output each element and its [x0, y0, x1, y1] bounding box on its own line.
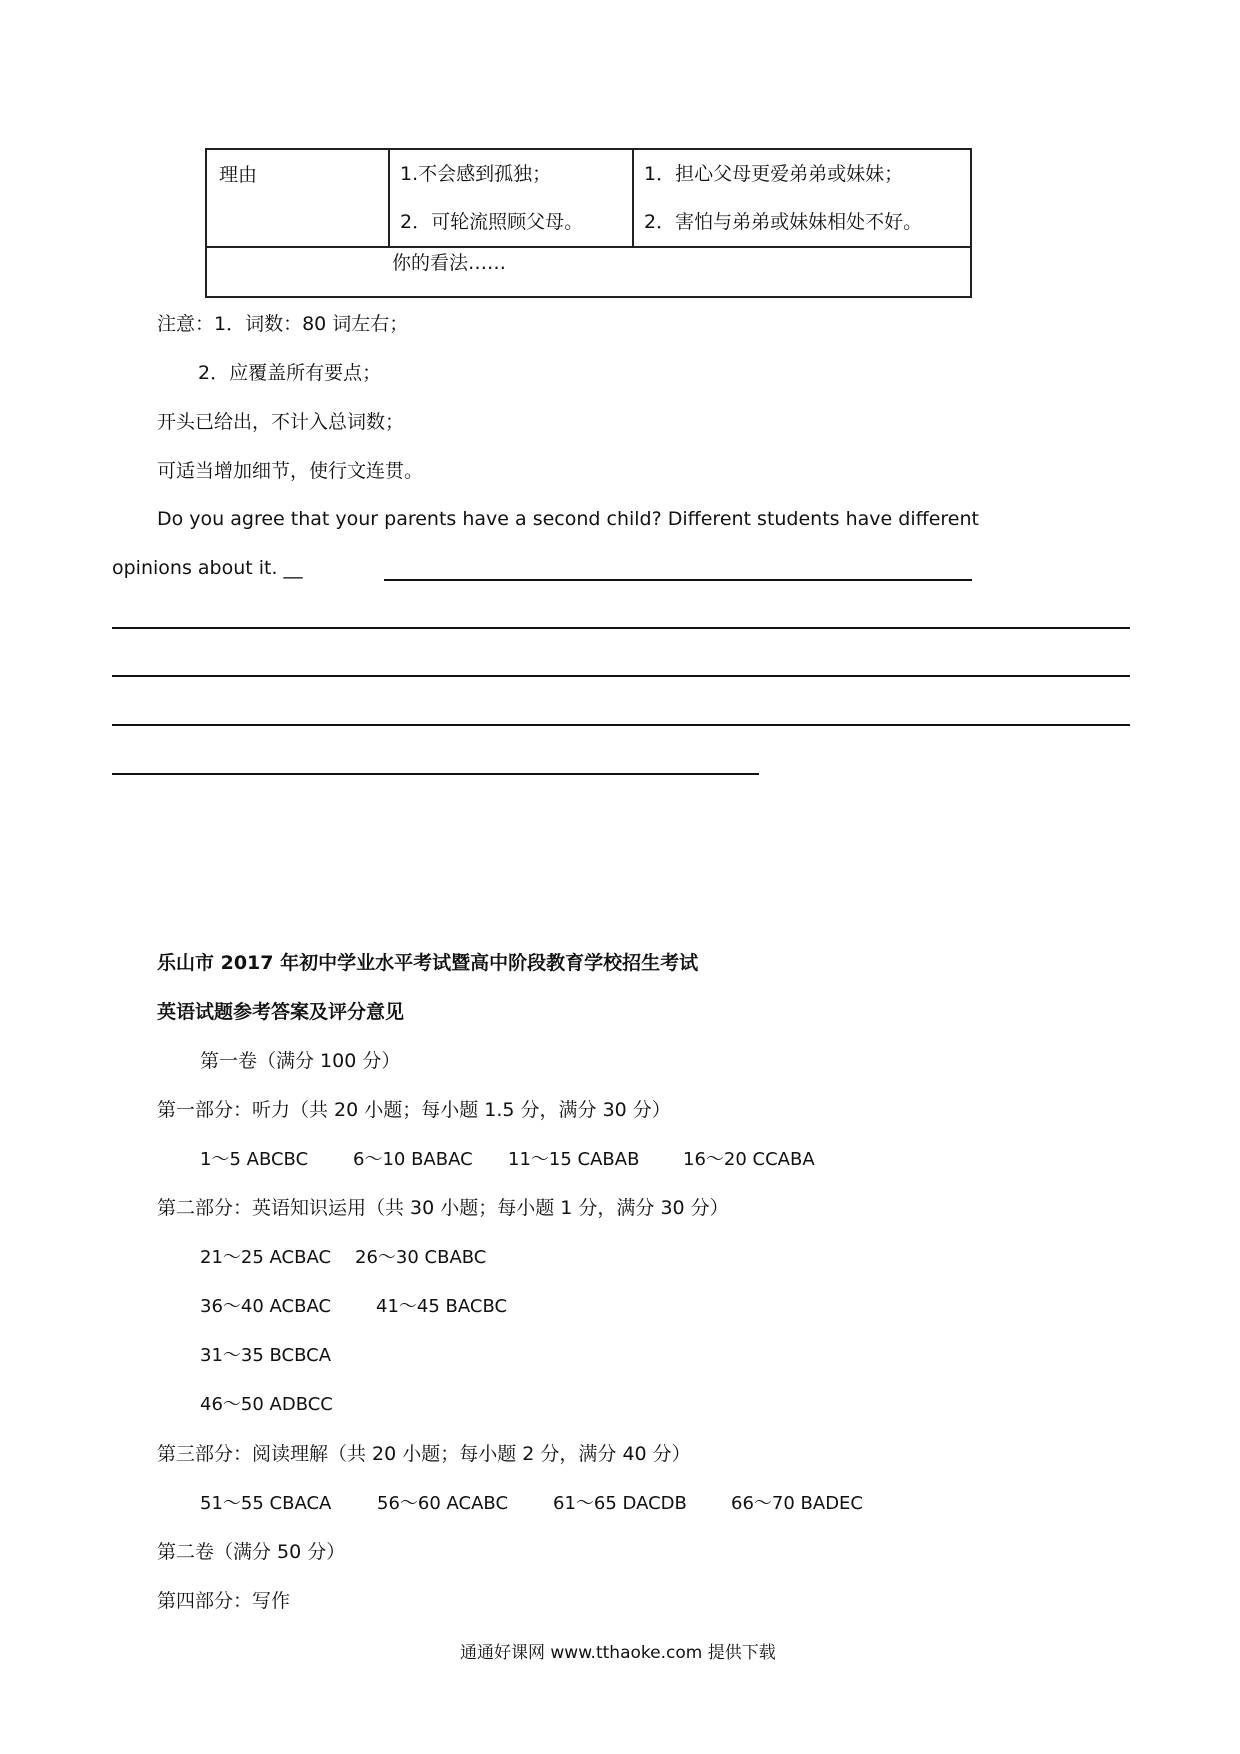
answer-group: 46～50 ADBCC [200, 1394, 333, 1415]
answer-group: 61～65 DACDB [553, 1493, 687, 1514]
answer-group: 41～45 BACBC [376, 1296, 508, 1317]
answer-group: 56～60 ACABC [377, 1493, 509, 1514]
answer-group: 26～30 CBABC [355, 1247, 487, 1268]
writing-line [112, 773, 759, 775]
note-line-4: 可适当增加细节，使行文连贯。 [157, 460, 424, 482]
answer-group: 36～40 ACBAC [200, 1296, 332, 1317]
essay-prompt-line-1: Do you agree that your parents have a second child? Different students have different [157, 508, 979, 530]
answer-group: 66～70 BADEC [731, 1493, 863, 1514]
disagree-reason-1: 1．担心父母更爱弟弟或妹妹； [644, 163, 904, 185]
answer-group: 11～15 CABAB [508, 1149, 640, 1170]
answer-group: 1～5 ABCBC [200, 1149, 309, 1170]
note-line-3: 开头已给出，不计入总词数； [157, 411, 405, 433]
answer-group: 21～25 ACBAC [200, 1247, 332, 1268]
disagree-reasons-cell [633, 149, 971, 247]
writing-line [112, 675, 1130, 677]
reason-label-cell [206, 149, 389, 247]
part-two-heading: 第二部分：英语知识运用（共 30 小题；每小题 1 分，满分 30 分） [157, 1197, 729, 1219]
paper-two-heading: 第二卷（满分 50 分） [157, 1541, 346, 1563]
agree-reason-1: 1.不会感到孤独； [400, 163, 552, 185]
answer-group: 31～35 BCBCA [200, 1345, 332, 1366]
opinion-text: 你的看法…… [392, 252, 507, 274]
note-line-1: 注意：1．词数：80 词左右； [157, 313, 409, 335]
footer-download-note: 通通好课网 www.tthaoke.com 提供下载 [460, 1643, 776, 1663]
agree-reasons-cell [389, 149, 633, 247]
part-one-heading: 第一部分：听力（共 20 小题；每小题 1.5 分，满分 30 分） [157, 1099, 671, 1121]
agree-reason-2: 2．可轮流照顾父母。 [400, 211, 584, 233]
writing-line [112, 627, 1130, 629]
reasons-table [205, 148, 972, 298]
paper-one-heading: 第一卷（满分 100 分） [200, 1050, 401, 1072]
opinion-cell [206, 247, 971, 297]
writing-line [384, 579, 972, 581]
answer-group: 51～55 CBACA [200, 1493, 332, 1514]
part-four-heading: 第四部分：写作 [157, 1590, 291, 1612]
answer-key-subtitle: 英语试题参考答案及评分意见 [157, 1001, 405, 1023]
disagree-reason-2: 2．害怕与弟弟或妹妹相处不好。 [644, 211, 923, 233]
note-line-2: 2．应覆盖所有要点； [198, 362, 382, 384]
writing-line [112, 724, 1130, 726]
reason-label: 理由 [219, 164, 258, 186]
answer-group: 6～10 BABAC [353, 1149, 473, 1170]
answer-group: 16～20 CCABA [683, 1149, 815, 1170]
answer-key-title: 乐山市 2017 年初中学业水平考试暨高中阶段教育学校招生考试 [157, 952, 699, 974]
part-three-heading: 第三部分：阅读理解（共 20 小题；每小题 2 分，满分 40 分） [157, 1443, 691, 1465]
essay-prompt-line-2: opinions about it. __ [112, 557, 303, 579]
